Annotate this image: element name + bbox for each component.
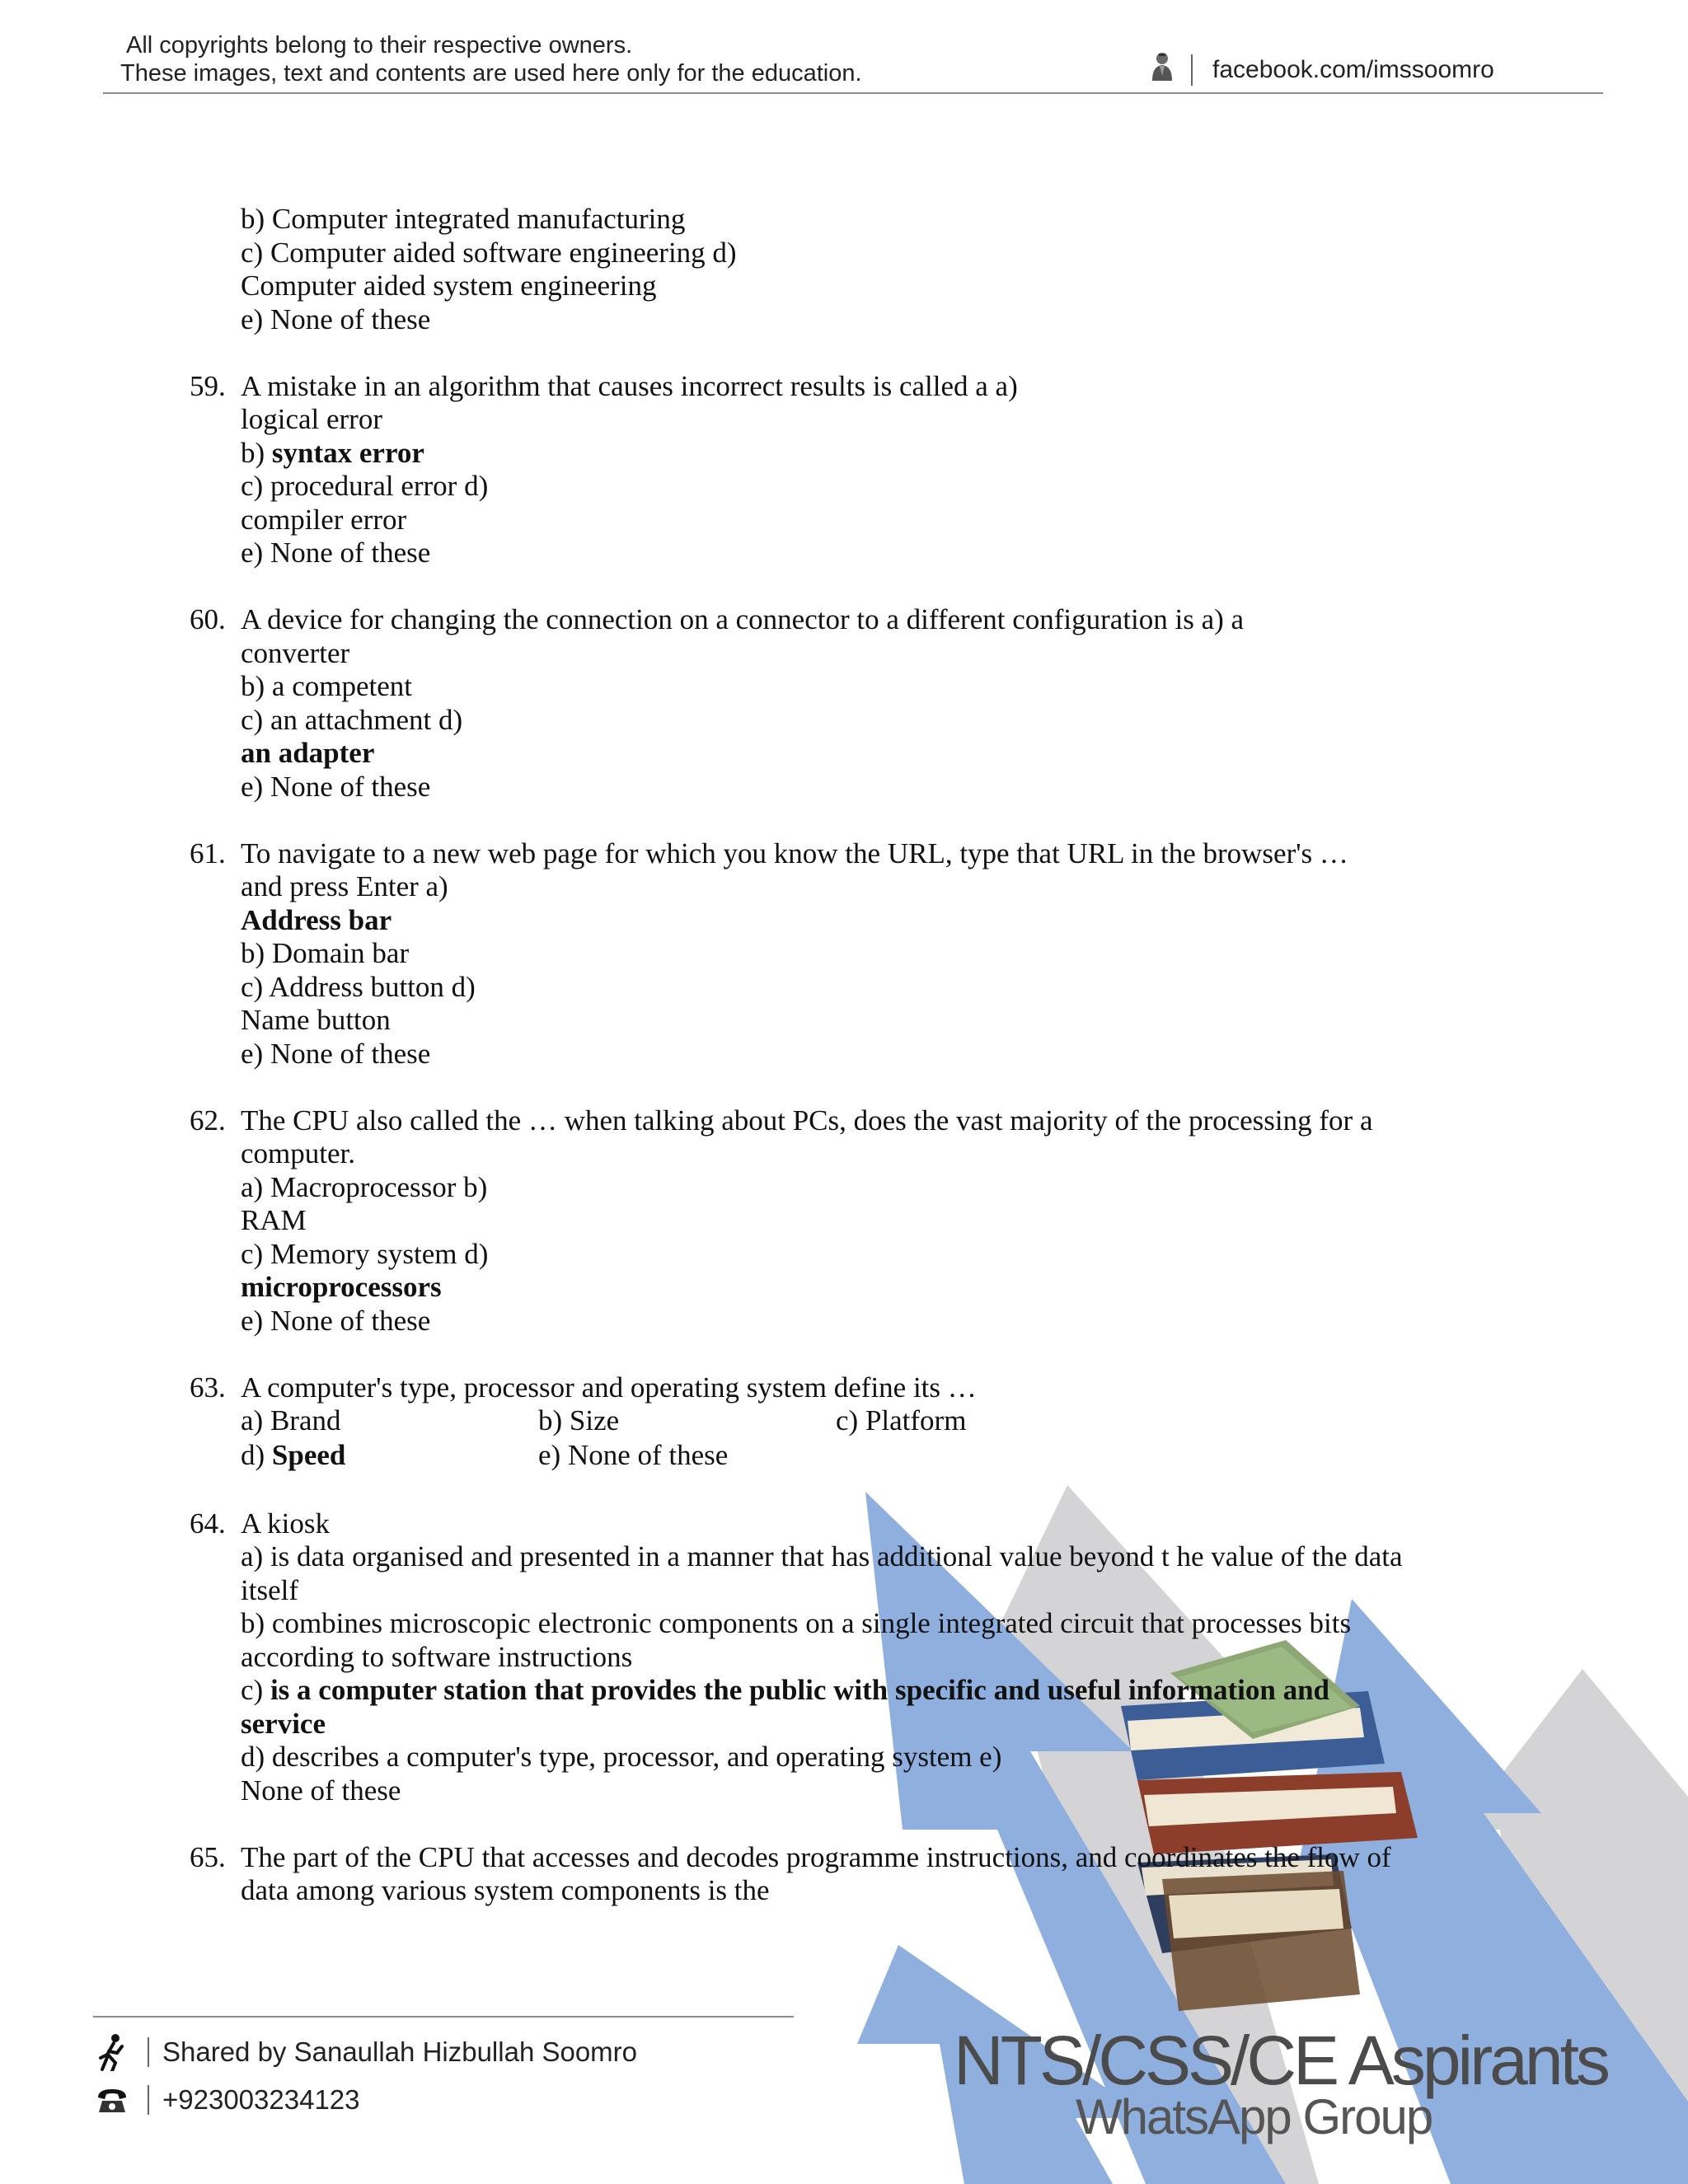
option-line: b) a competent xyxy=(241,670,412,702)
question-number: 62. xyxy=(190,1104,226,1137)
question-number: 60. xyxy=(190,603,226,635)
option-a: a) Brand xyxy=(241,1404,341,1436)
question-61 xyxy=(190,837,1492,1071)
option-line: e) None of these xyxy=(241,537,431,569)
question-text: The CPU also called the … when talking about PCs, does the vast majority of the processing for a xyxy=(241,1104,1373,1137)
mcq-content xyxy=(190,203,1492,1941)
question-62 xyxy=(190,1104,1492,1338)
option-b: b) Size xyxy=(538,1404,620,1436)
option-line: e) None of these xyxy=(241,770,431,803)
question-text: The part of the CPU that accesses and decodes programme instructions, and coordinates the flow of xyxy=(241,1840,1391,1873)
option-line: compiler error xyxy=(241,503,407,536)
option-line: e) None of these xyxy=(241,1037,431,1070)
footer-phone xyxy=(93,2080,360,2120)
option-line: Computer aided system engineering xyxy=(241,269,657,302)
option-line: RAM xyxy=(241,1204,307,1236)
question-59 xyxy=(190,370,1492,570)
header-rule xyxy=(103,92,1603,94)
option-line: data among various system components is the xyxy=(241,1874,770,1906)
question-number: 59. xyxy=(190,369,226,402)
option-line: e) None of these xyxy=(241,1304,431,1337)
option-line xyxy=(241,437,1492,471)
option-line: c) an attachment d) xyxy=(241,703,463,736)
option-line: c) Memory system d) xyxy=(241,1237,489,1270)
option-label: b) xyxy=(241,436,272,469)
phone-number[interactable]: +923003234123 xyxy=(162,2084,360,2115)
option-line: b) Computer integrated manufacturing xyxy=(241,203,686,235)
option-line: converter xyxy=(241,636,350,669)
option-label: d) xyxy=(241,1439,272,1471)
question-text: To navigate to a new web page for which you know the URL, type that URL in the browser's … xyxy=(241,837,1348,869)
header-separator xyxy=(1191,54,1193,86)
option-e: e) None of these xyxy=(538,1439,729,1471)
question-63 xyxy=(190,1371,1492,1474)
question-64 xyxy=(190,1507,1492,1808)
user-icon xyxy=(1150,51,1175,89)
footer-separator xyxy=(148,2037,149,2067)
question-text: A kiosk xyxy=(241,1507,330,1540)
header-social xyxy=(1150,52,1494,88)
question-58-continued xyxy=(190,203,1492,336)
question-number: 63. xyxy=(190,1371,226,1404)
question-text: A computer's type, processor and operating system define its … xyxy=(241,1371,977,1404)
option-line xyxy=(241,1674,1492,1708)
answer-highlight: microprocessors xyxy=(241,1271,442,1303)
phone-icon xyxy=(93,2081,131,2119)
shared-by-text: Shared by Sanaullah Hizbullah Soomro xyxy=(162,2036,638,2067)
option-line: a) is data organised and presented in a manner that has additional value beyond t he value of the data xyxy=(241,1540,1403,1572)
answer-highlight: Speed xyxy=(271,1439,346,1471)
facebook-link[interactable]: facebook.com/imssoomro xyxy=(1212,56,1494,83)
question-65 xyxy=(190,1841,1492,1908)
question-number: 61. xyxy=(190,837,226,869)
option-line: b) combines microscopic electronic components on a single integrated circuit that processes bits xyxy=(241,1607,1352,1639)
option-line: Name button xyxy=(241,1004,391,1036)
footer-separator xyxy=(148,2085,149,2115)
option-line: according to software instructions xyxy=(241,1640,633,1673)
question-number: 65. xyxy=(190,1840,226,1873)
answer-highlight: syntax error xyxy=(271,436,424,469)
option-line: a) Macroprocessor b) xyxy=(241,1170,488,1203)
option-c: c) Platform xyxy=(836,1404,967,1436)
copyright-line-1: All copyrights belong to their respective owners. xyxy=(126,32,633,59)
option-line: and press Enter a) xyxy=(241,870,448,902)
copyright-notice xyxy=(120,31,862,87)
answer-highlight: is a computer station that provides the public with specific and useful information and xyxy=(270,1674,1330,1706)
option-line: d) describes a computer's type, processor, and operating system e) xyxy=(241,1741,1002,1773)
answer-highlight: service xyxy=(241,1707,326,1740)
option-line: c) procedural error d) xyxy=(241,470,489,502)
option-line: c) Address button d) xyxy=(241,970,476,1003)
options-grid xyxy=(241,1404,1492,1474)
footer-shared-by xyxy=(93,2032,637,2072)
answer-highlight: an adapter xyxy=(241,737,375,769)
watermark-title: NTS/CSS/CE Aspirants xyxy=(954,2022,1607,2099)
option-line: c) Computer aided software engineering d) xyxy=(241,236,737,269)
option-line: itself xyxy=(241,1573,298,1606)
option-line: computer. xyxy=(241,1137,355,1169)
question-text: A device for changing the connection on a connector to a different configuration is a) a xyxy=(241,603,1245,635)
option-line: logical error xyxy=(241,403,382,435)
question-text: A mistake in an algorithm that causes incorrect results is called a a) xyxy=(241,369,1018,402)
answer-highlight: Address bar xyxy=(241,903,392,936)
option-label: c) xyxy=(241,1674,270,1706)
option-line: b) Domain bar xyxy=(241,937,410,969)
option-line: None of these xyxy=(241,1774,401,1807)
option-line: e) None of these xyxy=(241,302,431,335)
question-60 xyxy=(190,603,1492,804)
footer-rule xyxy=(93,2016,794,2018)
runner-icon xyxy=(93,2033,131,2071)
copyright-line-2: These images, text and contents are used here only for the education. xyxy=(120,60,862,87)
option-d xyxy=(241,1439,538,1474)
watermark-subtitle: WhatsApp Group xyxy=(1076,2089,1432,2144)
question-number: 64. xyxy=(190,1507,226,1540)
